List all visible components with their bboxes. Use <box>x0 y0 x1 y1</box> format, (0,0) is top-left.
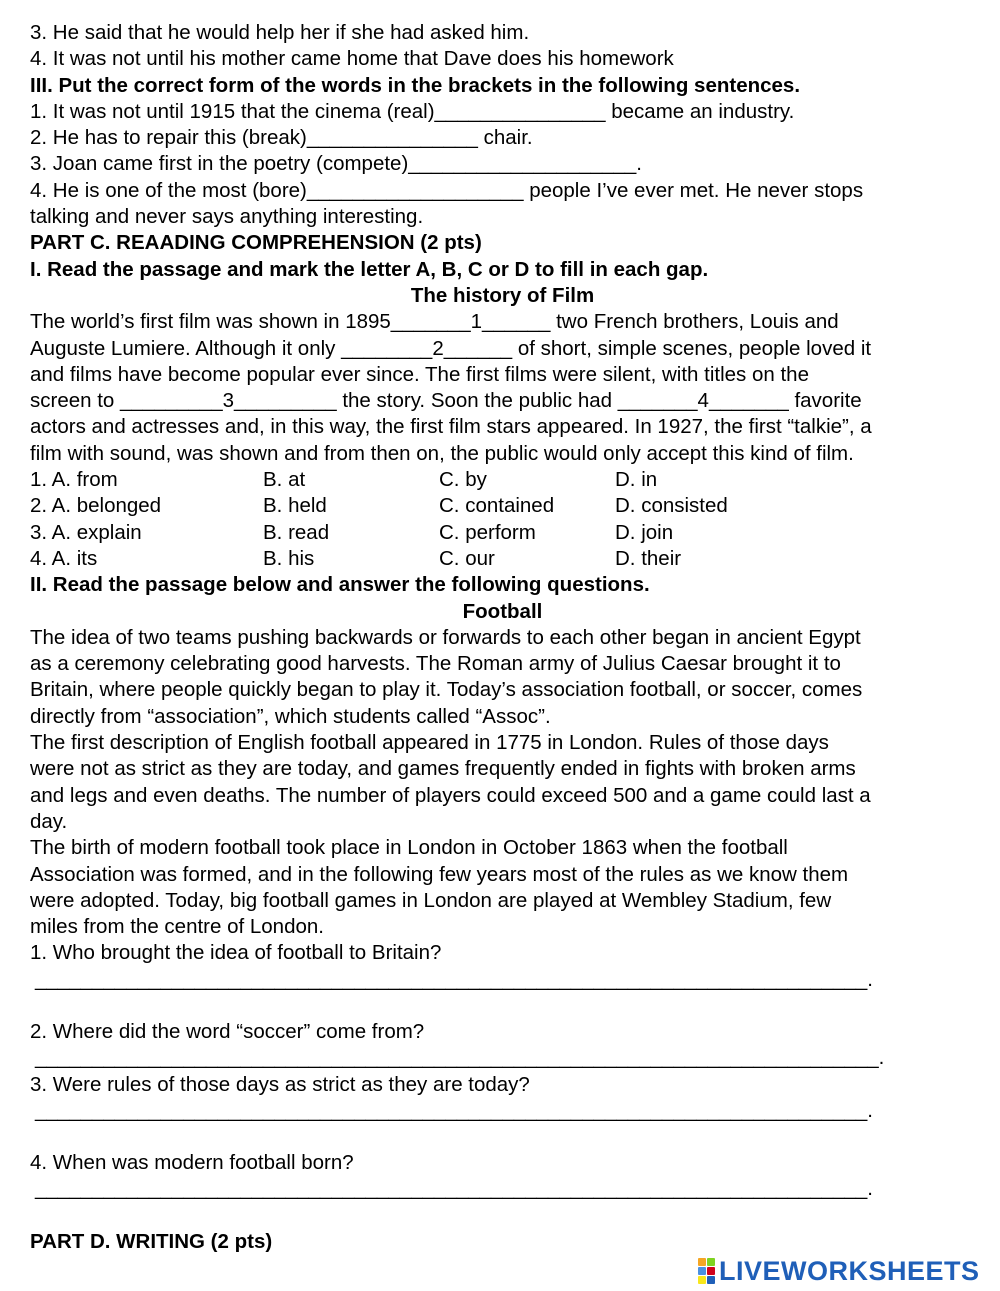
part-heading: PART D. WRITING (2 pts) <box>30 1229 273 1253</box>
passage-line: directly from “association”, which students called “Assoc”. <box>30 704 551 728</box>
answer-line[interactable]: _________________________________________________________________________. <box>35 1177 873 1201</box>
passage-line: film with sound, was shown and from then on, the public would only accept this kind of film. <box>30 441 854 465</box>
option: D. consisted <box>615 494 728 518</box>
option: 3. A. explain <box>30 520 142 544</box>
passage-line: and films have become popular ever since. The first films were silent, with titles on the <box>30 362 809 386</box>
option: C. by <box>439 468 487 492</box>
passage-line: The birth of modern football took place in London in October 1863 when the football <box>30 836 788 860</box>
logo-square <box>698 1276 706 1284</box>
logo-square <box>707 1258 715 1266</box>
liveworksheets-logo <box>698 1255 980 1287</box>
answer-line[interactable]: __________________________________________________________________________. <box>35 1046 885 1070</box>
logo-square <box>698 1258 706 1266</box>
logo-square <box>707 1267 715 1275</box>
sentence-line: 4. It was not until his mother came home that Dave does his homework <box>30 47 674 71</box>
option: B. read <box>263 520 330 544</box>
passage-line: Auguste Lumiere. Although it only ________2______ of short, simple scenes, people loved it <box>30 336 872 360</box>
passage-line: screen to _________3_________ the story. Soon the public had _______4_______ favorite <box>30 389 862 413</box>
option: D. in <box>615 468 658 492</box>
sentence-line: 3. He said that he would help her if she had asked him. <box>30 21 530 44</box>
option: D. join <box>615 520 674 544</box>
option: C. perform <box>439 520 536 544</box>
option: B. his <box>263 546 315 570</box>
question: 1. Who brought the idea of football to Britain? <box>30 941 442 965</box>
passage-line: Britain, where people quickly began to play it. Today’s association football, or soccer, comes <box>30 678 863 702</box>
part-heading: PART C. REAADING COMPREHENSION (2 pts) <box>30 231 482 255</box>
options-row <box>30 493 975 519</box>
exercise-item: 3. Joan came first in the poetry (compete)____________________. <box>30 152 642 176</box>
logo-square <box>698 1267 706 1275</box>
exercise-item: 1. It was not until 1915 that the cinema (real)_______________ became an industry. <box>30 99 795 123</box>
options-row <box>30 546 975 572</box>
question: 3. Were rules of those days as strict as they are today? <box>30 1072 530 1096</box>
answer-line[interactable]: _________________________________________________________________________. <box>35 1098 873 1122</box>
option: C. contained <box>439 494 555 518</box>
passage-line: miles from the centre of London. <box>30 915 324 939</box>
option: B. at <box>263 468 306 492</box>
passage-line: The world’s first film was shown in 1895_______1______ two French brothers, Louis and <box>30 310 839 334</box>
passage-line: were not as strict as they are today, and games frequently ended in fights with broken arms <box>30 757 856 781</box>
exercise-item: talking and never says anything interesting. <box>30 205 424 229</box>
section-heading: I. Read the passage and mark the letter A, B, C or D to fill in each gap. <box>30 257 709 281</box>
option: B. held <box>263 494 327 518</box>
passage-line: Association was formed, and in the following few years most of the rules as we know them <box>30 862 849 886</box>
passage-line: actors and actresses and, in this way, the first film stars appeared. In 1927, the first “talkie”, a <box>30 415 872 439</box>
option: 1. A. from <box>30 468 118 492</box>
options-row <box>30 520 975 546</box>
passage-title: The history of Film <box>410 283 595 307</box>
passage-title: Football <box>462 599 543 623</box>
passage-line: The idea of two teams pushing backwards or forwards to each other began in ancient Egypt <box>30 625 861 649</box>
option: 2. A. belonged <box>30 494 162 518</box>
passage-line: day. <box>30 809 68 833</box>
option: C. our <box>439 546 495 570</box>
section-heading: II. Read the passage below and answer the following questions. <box>30 573 650 597</box>
answer-line[interactable]: _________________________________________________________________________. <box>35 967 873 991</box>
section-heading: III. Put the correct form of the words in the brackets in the following sentences. <box>30 73 801 97</box>
question: 4. When was modern football born? <box>30 1151 354 1175</box>
option: D. their <box>615 546 682 570</box>
exercise-item: 4. He is one of the most (bore)___________________ people I’ve ever met. He never stops <box>30 178 864 202</box>
option: 4. A. its <box>30 546 98 570</box>
exercise-item: 2. He has to repair this (break)_______________ chair. <box>30 126 533 150</box>
worksheet-page <box>30 20 975 1255</box>
logo-icon <box>698 1258 715 1284</box>
passage-line: as a ceremony celebrating good harvests. The Roman army of Julius Caesar brought it to <box>30 652 841 676</box>
question: 2. Where did the word “soccer” come from? <box>30 1019 425 1043</box>
logo-text: LIVEWORKSHEETS <box>719 1255 980 1286</box>
logo-square <box>707 1276 715 1284</box>
passage-line: were adopted. Today, big football games in London are played at Wembley Stadium, few <box>30 888 832 912</box>
passage-line: and legs and even deaths. The number of players could exceed 500 and a game could last a <box>30 783 871 807</box>
options-row <box>30 467 975 493</box>
passage-line: The first description of English football appeared in 1775 in London. Rules of those days <box>30 731 829 755</box>
